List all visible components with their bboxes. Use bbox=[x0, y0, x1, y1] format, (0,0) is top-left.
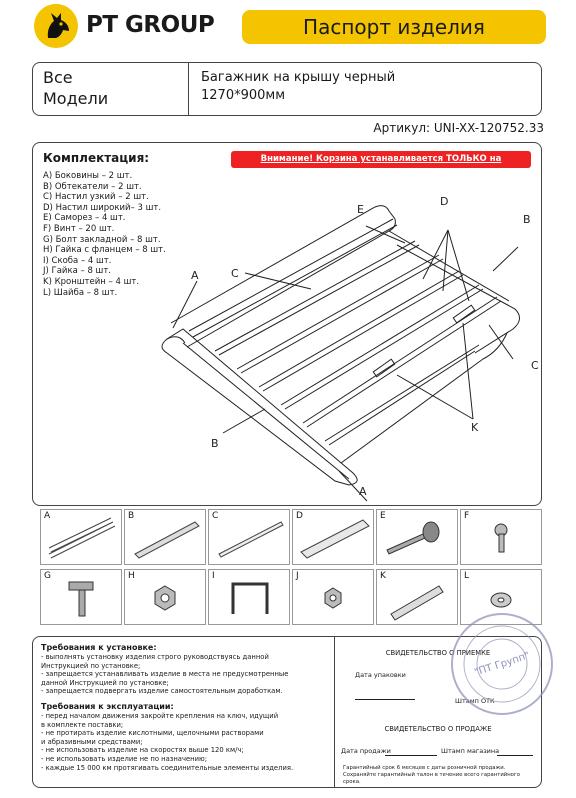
part-g bbox=[40, 569, 122, 625]
pack-date-line bbox=[355, 699, 415, 700]
label-a-bottom: A bbox=[359, 485, 367, 498]
kit-section bbox=[32, 142, 542, 506]
kit-title: Комплектация: bbox=[43, 151, 150, 165]
part-j bbox=[292, 569, 374, 625]
operation-item: - каждые 15 000 км протягивать соединительные элементы изделия. bbox=[41, 763, 294, 772]
part-label: J bbox=[296, 571, 299, 581]
install-item: - запрещается подвергать изделие самостоятельным доработкам. bbox=[41, 687, 283, 696]
install-item: данной Инструкцией по установке; bbox=[41, 678, 169, 687]
label-k: K bbox=[471, 421, 479, 434]
requirements-panel bbox=[33, 637, 335, 787]
part-b bbox=[124, 509, 206, 565]
model-compatibility bbox=[33, 63, 189, 115]
kit-item: J) Гайка – 8 шт. bbox=[43, 266, 111, 277]
operation-item: - не использовать изделие на скоростях выше 120 км/ч; bbox=[41, 746, 244, 755]
model-label-line2: Модели bbox=[43, 89, 109, 108]
part-a bbox=[40, 509, 122, 565]
bracket-clamp-icon bbox=[209, 570, 291, 626]
model-box bbox=[32, 62, 542, 116]
kit-item: E) Саморез – 4 шт. bbox=[43, 213, 126, 224]
header bbox=[28, 4, 548, 46]
part-i bbox=[208, 569, 290, 625]
warning-banner: Внимание! Корзина устанавливается ТОЛЬКО на поперечины! bbox=[231, 151, 531, 168]
product-line1: Багажник на крышу черный bbox=[201, 70, 396, 85]
flange-nut-icon bbox=[125, 570, 207, 626]
shop-stamp-label: Штамп магазина bbox=[441, 747, 500, 755]
kit-item: D) Настил широкий– 3 шт. bbox=[43, 202, 162, 213]
kit-item: B) Обтекатели – 2 шт. bbox=[43, 181, 142, 192]
article-number: Артикул: UNI-XX-120752.33 bbox=[373, 121, 544, 135]
t-bolt-icon bbox=[41, 570, 123, 626]
kit-item: L) Шайба – 8 шт. bbox=[43, 287, 118, 298]
fairing-icon bbox=[125, 510, 207, 566]
operation-item: - не использовать изделие не по назначению; bbox=[41, 754, 208, 763]
part-d bbox=[292, 509, 374, 565]
wide-deck-icon bbox=[293, 510, 375, 566]
warranty-line1: Гарантийный срок 6 месяцев с даты розничной продажи. bbox=[343, 765, 506, 771]
part-label: C bbox=[212, 511, 219, 521]
self-tapping-screw-icon bbox=[377, 510, 459, 566]
part-f bbox=[460, 509, 542, 565]
part-e bbox=[376, 509, 458, 565]
roof-rack-drawing bbox=[153, 183, 543, 503]
part-h bbox=[124, 569, 206, 625]
screw-icon bbox=[461, 510, 543, 566]
part-c bbox=[208, 509, 290, 565]
part-label: A bbox=[44, 511, 51, 521]
brand-name: PT GROUP bbox=[86, 12, 215, 38]
acceptance-title: СВИДЕТЕЛЬСТВО О ПРИЕМКЕ bbox=[385, 649, 491, 657]
operation-item: и абразивными средствами; bbox=[41, 737, 143, 746]
warranty-line2: Сохраняйте гарантийный талон в течение всего гарантийного срока. bbox=[343, 772, 520, 785]
model-label-line1: Все bbox=[43, 68, 73, 87]
kit-item: C) Настил узкий – 2 шт. bbox=[43, 192, 149, 203]
page-title: Паспорт изделия bbox=[242, 10, 546, 44]
stamp-text: "ПТ Групп" bbox=[473, 650, 532, 679]
kit-item: H) Гайка с фланцем – 8 шт. bbox=[43, 245, 166, 256]
side-rail-icon bbox=[41, 510, 123, 566]
warranty-note bbox=[343, 765, 539, 786]
kit-item: I) Скоба – 4 шт. bbox=[43, 255, 112, 266]
part-label: B bbox=[128, 511, 135, 521]
kit-item: G) Болт закладной – 8 шт. bbox=[43, 234, 161, 245]
label-c-right: C bbox=[531, 359, 539, 372]
pack-date-label: Дата упаковки bbox=[355, 671, 406, 679]
operation-item: - не протирать изделие кислотными, щелочными растворами bbox=[41, 729, 264, 738]
install-list bbox=[41, 653, 334, 696]
part-label: G bbox=[44, 571, 51, 581]
label-b-top: B bbox=[523, 213, 531, 226]
kit-item: F) Винт – 20 шт. bbox=[43, 223, 115, 234]
logo-icon bbox=[34, 4, 78, 48]
operation-item: в комплекте поставки; bbox=[41, 720, 124, 729]
label-b-bottom: B bbox=[211, 437, 219, 450]
label-a-left: A bbox=[191, 269, 199, 282]
kit-item: K) Кронштейн – 4 шт. bbox=[43, 276, 140, 287]
kit-item: A) Боковины – 2 шт. bbox=[43, 171, 133, 181]
install-item: Инструкцией по установке; bbox=[41, 661, 141, 670]
install-item: - запрещается устанавливать изделие в места не предусмотренные bbox=[41, 670, 289, 679]
operation-item: - перед началом движения закройте крепления на ключ, идущий bbox=[41, 711, 279, 720]
nut-icon bbox=[293, 570, 375, 626]
otk-stamp-label: Штамп ОТК bbox=[455, 697, 495, 705]
part-label: F bbox=[464, 511, 470, 521]
part-label: L bbox=[464, 571, 470, 581]
shop-stamp-line bbox=[497, 755, 533, 756]
install-title: Требования к установке: bbox=[41, 643, 157, 652]
label-e: E bbox=[357, 203, 364, 216]
part-label: H bbox=[128, 571, 135, 581]
operation-list bbox=[41, 712, 334, 772]
part-label: I bbox=[212, 571, 215, 581]
install-item: - выполнять установку изделия строго руководствуясь данной bbox=[41, 653, 269, 661]
label-c-left: C bbox=[231, 267, 239, 280]
part-label: D bbox=[296, 511, 303, 521]
narrow-deck-icon bbox=[209, 510, 291, 566]
product-name bbox=[201, 69, 395, 105]
sale-date-label: Дата продажи bbox=[341, 747, 391, 755]
sale-date-line bbox=[385, 755, 437, 756]
part-label: K bbox=[380, 571, 386, 581]
kit-list bbox=[43, 171, 166, 298]
operation-title: Требования к эксплуатации: bbox=[41, 701, 174, 711]
company-stamp bbox=[446, 608, 558, 720]
part-label: E bbox=[380, 511, 386, 521]
label-d: D bbox=[440, 195, 449, 208]
product-line2: 1270*900мм bbox=[201, 88, 286, 103]
sale-title: СВИДЕТЕЛЬСТВО О ПРОДАЖЕ bbox=[384, 725, 492, 733]
